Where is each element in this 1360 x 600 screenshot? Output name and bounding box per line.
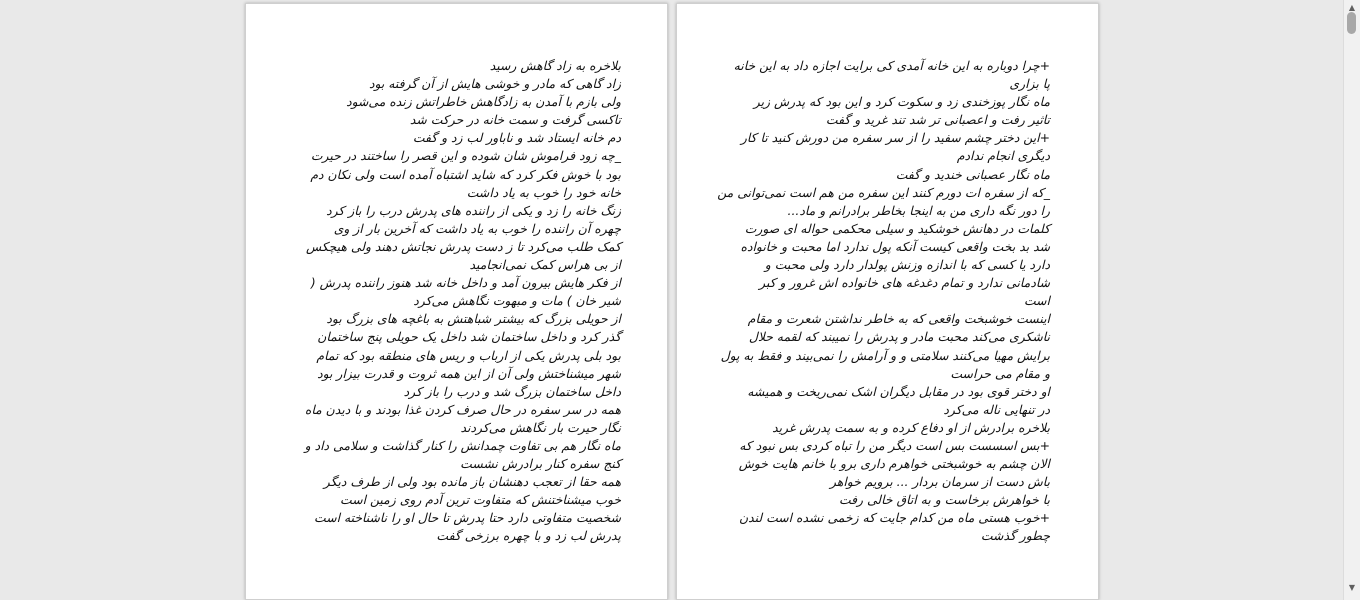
text-line: از حویلی بزرگ که بیشتر شباهتش به باغچه های بزرگ بود bbox=[326, 311, 621, 327]
text-line: شادمانی ندارد و تمام دغدغه های خانواده اش غرور و کبر bbox=[759, 275, 1050, 291]
text-line: چطور گذشت bbox=[980, 528, 1050, 544]
text-line: در تنهایی ناله می‌کرد bbox=[943, 401, 1050, 417]
text-line: کمک طلب می‌کرد تا ز دست پدرش نجاتش دهند ولی هیچکس bbox=[306, 238, 621, 254]
text-line: ماه نگار عصبانی خندید و گفت bbox=[895, 166, 1050, 182]
text-line: تاثیر رفت و اعصبانی تر شد تند غرید و گفت bbox=[825, 112, 1050, 128]
text-line: شیر خان ) مات و مبهوت نگاهش می‌کرد bbox=[413, 293, 621, 309]
text-line: برایش مهیا می‌کنند سلامتی و و آرامش را نمی‌بیند و فقط به پول bbox=[720, 347, 1050, 363]
text-line: _که از سفره ات دورم کنند این سفره من هم است نمی‌توانی من bbox=[717, 184, 1050, 200]
page-text-right bbox=[710, 57, 1050, 546]
text-line: +بس اسسست بس است دیگر من را تباه کردی بس نبود که bbox=[739, 437, 1050, 453]
text-line: دم خانه ایستاد شد و ناباور لب زد و گفت bbox=[412, 130, 621, 146]
text-line: +خوب هستی ماه من کدام جایت که زخمی نشده است لندن bbox=[739, 510, 1050, 526]
text-line: و مقام می حراست bbox=[950, 365, 1050, 381]
text-line: را دور نگه داری من به اینجا بخاطر برادرانم و ماد... bbox=[787, 202, 1050, 218]
text-line: همه حقا از تعجب دهنشان باز مانده بود ولی از طرف دیگر bbox=[323, 474, 621, 490]
text-line: دارد یا کسی که با اندازه وزنش پولدار دارد ولی محبت و bbox=[764, 257, 1050, 273]
text-line: +این دختر چشم سفید را از سر سفره من دورش کنید تا کار bbox=[740, 130, 1050, 146]
text-line: است bbox=[1024, 293, 1050, 309]
text-line: بلاخره به زاد گاهش رسید bbox=[489, 58, 621, 73]
text-line: ولی بازم با آمدن به زادگاهش خاطراتش زنده می‌شود bbox=[346, 94, 621, 110]
text-line: از بی هراس کمک نمی‌انجامید bbox=[469, 257, 621, 273]
text-line: بلاخره برادرش از او دفاع کرده و به سمت پدرش غرید bbox=[772, 419, 1050, 435]
text-line: اینست خوشبخت واقعی که به خاطر نداشتن شعرت و مقام bbox=[747, 311, 1050, 327]
text-line: ماه نگار هم بی تفاوت چمدانش را کنار گذاشت و سلامی داد و bbox=[304, 437, 621, 453]
text-line: ناشکری می‌کند محبت مادر و پدرش را نمیبند که لقمه حلال bbox=[748, 329, 1050, 345]
text-line: زاد گاهی که مادر و خوشی هایش از آن گرفته بود bbox=[368, 76, 621, 92]
text-line: کلمات در دهانش خوشکید و سیلی محکمی حواله ای صورت bbox=[744, 220, 1050, 236]
text-line: او دختر قوی بود در مقابل دیگران اشک نمی‌ریخت و همیشه bbox=[747, 383, 1050, 399]
text-line: پدرش لب زد و با چهره برزخی گفت bbox=[436, 528, 621, 544]
text-line: زنگ خانه را زد و یکی از راننده های پدرش درب را باز کرد bbox=[326, 202, 621, 218]
text-line: ماه نگار پوزخندی زد و سکوت کرد و این بود که پدرش زیر bbox=[753, 94, 1050, 110]
text-line: تاکسی گرفت و سمت خانه در حرکت شد bbox=[409, 112, 621, 128]
document-page-right bbox=[676, 3, 1099, 600]
vertical-scrollbar[interactable] bbox=[1343, 0, 1360, 600]
text-line: پا بزاری bbox=[1009, 76, 1050, 92]
text-line: الان چشم به خوشبختی خواهرم داری برو با خانم هایت خوش bbox=[738, 456, 1050, 472]
text-line: گذر کرد و داخل ساختمان شد داخل یک حویلی پنج ساختمان bbox=[317, 329, 621, 345]
text-line: با خواهرش برخاست و به اتاق خالی رفت bbox=[838, 492, 1050, 508]
text-line: باش دست از سرمان بردار ... برویم خواهر bbox=[829, 474, 1050, 490]
text-line: +چرا دوباره به این خانه آمدی کی برایت اجازه داد به این خانه bbox=[733, 58, 1050, 73]
text-line: شهر میشناختش ولی آن از این همه ثروت و قدرت بیزار بود bbox=[317, 365, 621, 381]
text-line: شخصیت متفاوتی دارد حتا پدرش تا حال او را ناشناخته است bbox=[314, 510, 621, 526]
text-line: _چه زود فراموش شان شوده و این قصر را ساختند در حیرت bbox=[310, 148, 621, 164]
text-line: خانه خود را خوب به یاد داشت bbox=[466, 184, 621, 200]
scroll-down-icon[interactable]: ▼ bbox=[1348, 583, 1356, 592]
scroll-thumb[interactable] bbox=[1347, 12, 1356, 34]
text-line: چهره آن راننده را خوب به یاد داشت که آخرین بار از وی bbox=[333, 220, 621, 236]
text-line: شد بد بخت واقعی کیست آنکه پول ندارد اما محبت و خانواده bbox=[740, 238, 1050, 254]
text-line: خوب میشناختنش که متفاوت ترین آدم روی زمین است bbox=[340, 492, 621, 508]
text-line: بود بلی پدرش یکی از ارباب و ریس های منطقه بود که تمام bbox=[316, 347, 621, 363]
text-line: نگار حیرت بار نگاهش می‌کردند bbox=[460, 419, 621, 435]
text-line: داخل ساختمان بزرگ شد و درب را باز کرد bbox=[403, 383, 621, 399]
document-page-left bbox=[245, 3, 668, 600]
text-line: همه در سر سفره در حال صرف کردن غذا بودند و با دیدن ماه bbox=[304, 401, 621, 417]
text-line: بود با خوش فکر کرد که شاید اشتباه آمده است ولی نکان دم bbox=[310, 166, 621, 182]
text-line: کنج سفره کنار برادرش نشست bbox=[460, 456, 621, 472]
scroll-up-icon[interactable]: ▲ bbox=[1348, 3, 1356, 12]
text-line: از فکر هایش بیرون آمد و داخل خانه شد هنوز راننده پدرش ( bbox=[310, 275, 621, 291]
text-line: دیگری انجام ندادم bbox=[956, 148, 1050, 164]
page-text-left bbox=[291, 57, 621, 546]
